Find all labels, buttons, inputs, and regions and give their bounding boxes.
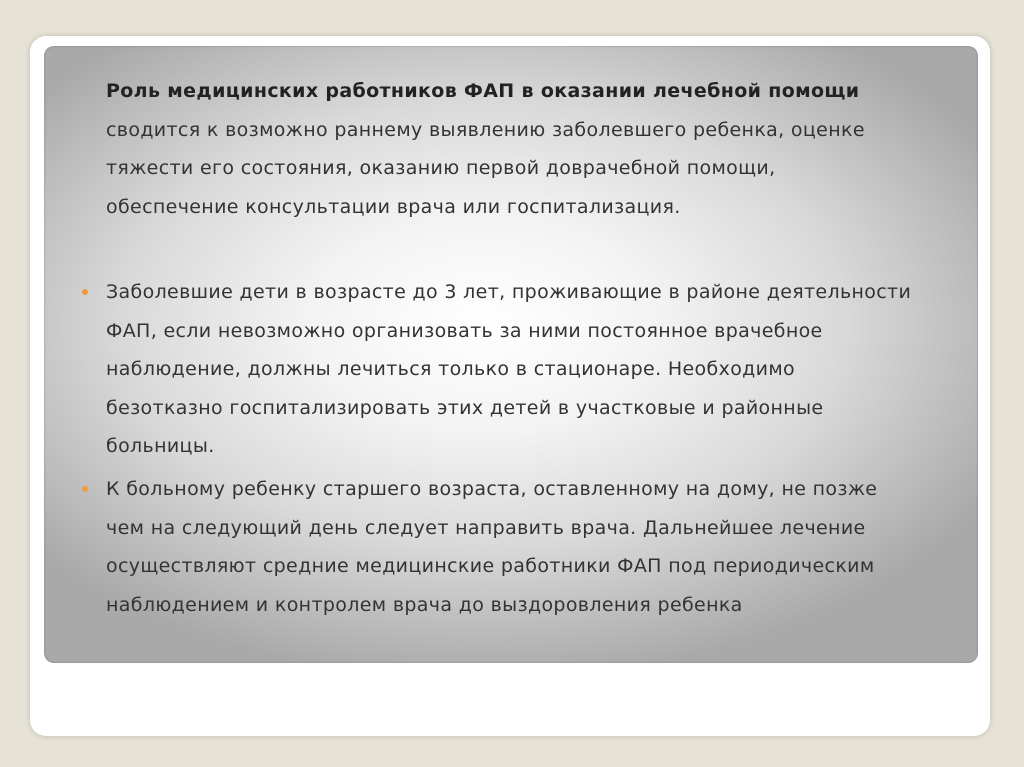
intro-line: тяжести его состояния, оказанию первой доврачебной помощи, bbox=[106, 157, 776, 179]
content-panel bbox=[44, 46, 978, 663]
bullet-line: К больному ребенку старшего возраста, оставленному на дому, не позже bbox=[106, 478, 878, 500]
bullet-line: наблюдением и контролем врача до выздоровления ребенка bbox=[106, 593, 743, 616]
slide-text-block bbox=[44, 46, 978, 663]
bullet-item-home-treatment bbox=[106, 470, 976, 624]
intro-paragraph bbox=[106, 72, 976, 226]
bullet-line: Заболевшие дети в возрасте до 3 лет, проживающие в районе деятельности bbox=[106, 281, 912, 303]
intro-lead-text: Роль медицинских работников ФАП в оказании лечебной помощи bbox=[106, 80, 860, 102]
bullet-dot-icon bbox=[82, 486, 88, 492]
bullet-line: безотказно госпитализировать этих детей в участковые и районные bbox=[106, 396, 824, 419]
bullet-item-hospitalization bbox=[106, 273, 976, 466]
intro-line: сводится к возможно раннему выявлению заболевшего ребенка, оценке bbox=[106, 118, 865, 141]
bullet-line: осуществляют средние медицинские работники ФАП под периодическим bbox=[106, 555, 875, 577]
bullet-line: ФАП, если невозможно организовать за ними постоянное врачебное bbox=[106, 319, 823, 342]
slide-frame bbox=[30, 36, 990, 736]
bullet-dot-icon bbox=[82, 289, 88, 295]
intro-line: обеспечение консультации врача или госпитализация. bbox=[106, 195, 681, 218]
bullet-line: наблюдение, должны лечиться только в стационаре. Необходимо bbox=[106, 358, 796, 380]
bullet-line: больницы. bbox=[106, 435, 215, 457]
bullet-line: чем на следующий день следует направить врача. Дальнейшее лечение bbox=[106, 516, 866, 539]
